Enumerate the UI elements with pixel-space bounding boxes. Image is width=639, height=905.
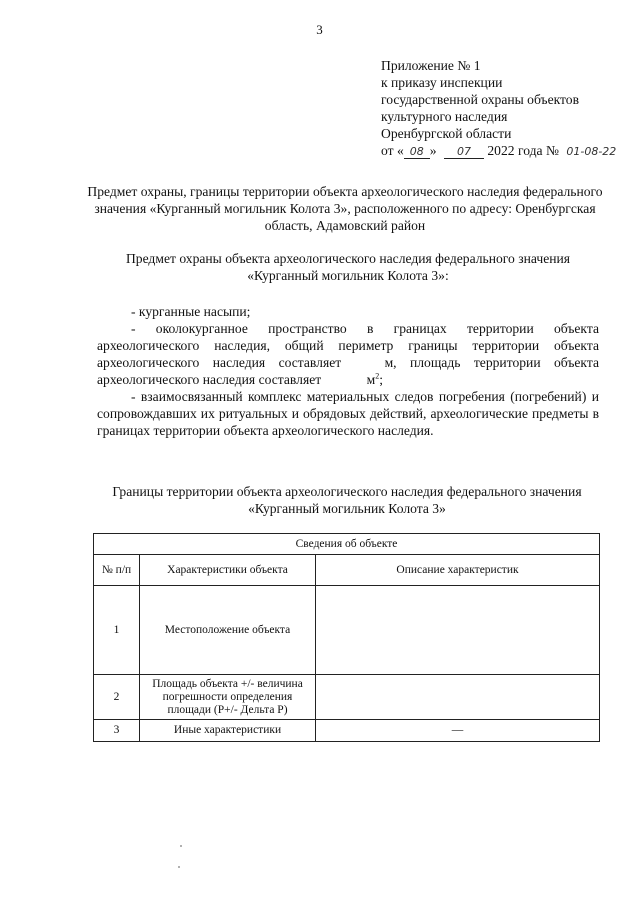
item2-end: ;: [379, 372, 383, 387]
handwritten-order-number: 01-08-22: [566, 145, 617, 158]
item-surrounding-space: [97, 320, 599, 388]
item-mounds: - курганные насыпи;: [131, 304, 251, 319]
row-number: 3: [94, 720, 140, 742]
row-characteristic: Площадь объекта +/- величина погрешности определения площади (Р+/- Дельта Р): [140, 675, 316, 720]
item-burial-complex: - взаимосвязанный комплекс материальных следов погребения (погребений) и сопровождавших их ритуальных и обрядовых действий, археологические предметы в границах территории объекта археологического наследия.: [97, 389, 599, 438]
date-mid: »: [429, 143, 437, 158]
table-title: Сведения об объекте: [94, 534, 600, 555]
object-info-table: [93, 533, 600, 742]
date-prefix: от «: [381, 143, 404, 158]
appendix-title: Приложение № 1: [381, 58, 481, 73]
row-characteristic: Местоположение объекта: [140, 586, 316, 675]
subject-items: [97, 303, 599, 439]
table-row: [94, 586, 600, 675]
header-characteristics: Характеристики объекта: [140, 555, 316, 586]
appendix-date-line: [381, 142, 620, 159]
appendix-block: [381, 57, 620, 159]
handwritten-day: 08: [404, 146, 430, 159]
table-row: [94, 675, 600, 720]
handwritten-month: 07: [444, 146, 484, 159]
item2-unit: м: [366, 372, 376, 387]
table-row: [94, 720, 600, 742]
header-number: № п/п: [94, 555, 140, 586]
row-description: [316, 675, 600, 720]
document-heading: Предмет охраны, границы территории объекта археологического наследия федерального значения «Курганный могильник Колота 3», расположенного по адресу: Оренбургская область, Адамовский район: [87, 184, 603, 233]
appendix-line-4: Оренбургской области: [381, 126, 512, 141]
row-characteristic: Иные характеристики: [140, 720, 316, 742]
header-description: Описание характеристик: [316, 555, 600, 586]
item2-text-a: - околокурганное пространство в границах территории объекта археологического наследия, общий периметр границы территории объекта археологического наследия составляет: [97, 321, 599, 370]
item2-text-b: м, площадь территории объекта археологического наследия составляет: [97, 355, 599, 387]
appendix-line-1: к приказу инспекции: [381, 75, 503, 90]
row-description: [316, 586, 600, 675]
page-number: 3: [316, 22, 323, 37]
row-description: —: [316, 720, 600, 742]
scan-speck: [178, 866, 180, 868]
subject-heading: Предмет охраны объекта археологического наследия федерального значения «Курганный могильник Колота 3»:: [125, 251, 571, 283]
row-number: 1: [94, 586, 140, 675]
boundaries-heading: Границы территории объекта археологического наследия федерального значения «Курганный могильник Колота 3»: [112, 484, 582, 516]
item2-sup: 2: [375, 371, 380, 381]
appendix-line-2: государственной охраны объектов: [381, 92, 580, 107]
row-number: 2: [94, 675, 140, 720]
scan-speck: [180, 845, 182, 847]
date-year: 2022 года №: [487, 143, 559, 158]
appendix-line-3: культурного наследия: [381, 109, 508, 124]
